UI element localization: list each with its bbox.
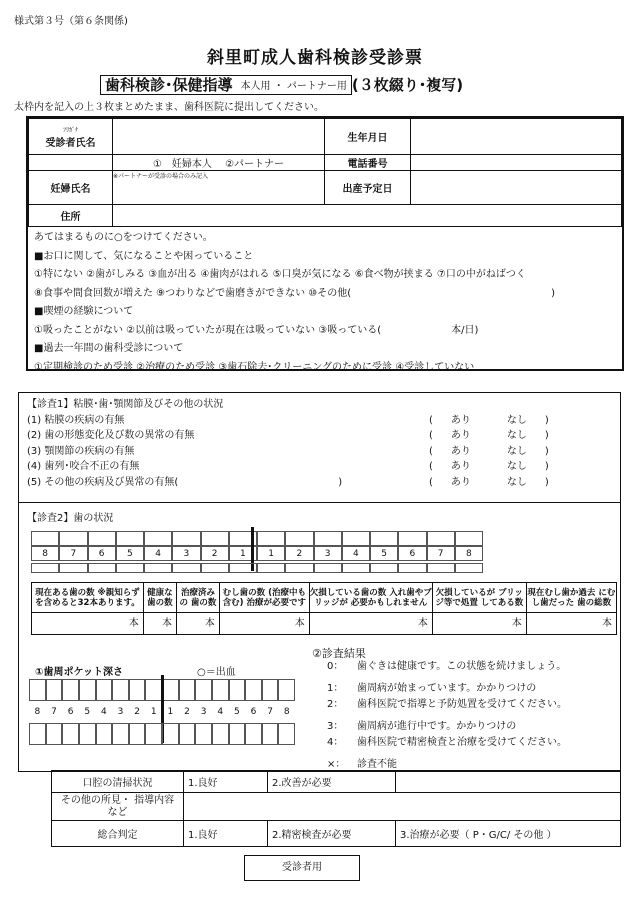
exam1-answer — [429, 459, 549, 475]
tooth-number: 8 — [283, 707, 290, 717]
tooth-number: 1 — [150, 707, 157, 717]
tooth-number: 3 — [117, 707, 124, 717]
tooth-number: 2 — [184, 707, 190, 717]
pregnant-name-field[interactable] — [113, 171, 325, 205]
exam1-close-paren: ) — [544, 445, 549, 457]
pocket-cell[interactable] — [62, 679, 79, 701]
count-header: 欠損している歯の数 入れ歯やブリッジが 必要かもしれません — [309, 583, 432, 613]
tooth-cell[interactable] — [172, 531, 200, 546]
address-label: 住所 — [29, 205, 113, 227]
pocket-cell[interactable] — [46, 679, 63, 701]
exam1-no[interactable]: なし — [506, 461, 527, 472]
exam1-row — [27, 444, 612, 460]
tooth-number: 5 — [127, 549, 133, 559]
q1-options-1[interactable]: ①特にない ②歯がしみる ③血が出る ④歯肉がはれる ⑤口臭が気になる ⑥食べ物が挟まる ⑦口の中がねばつく — [34, 269, 526, 280]
pocket-cell[interactable] — [96, 679, 113, 701]
tooth-cell[interactable] — [314, 531, 342, 546]
furigana-label: ﾌﾘｶﾞﾅ — [62, 126, 78, 134]
pocket-cell[interactable] — [262, 723, 279, 745]
q3-options[interactable]: ①定期検診のため受診 ②治療のため受診 ③歯石除去･クリーニングのために受診 ④受診していない — [34, 361, 475, 373]
phone-field[interactable] — [411, 155, 622, 171]
result-text: 歯ぐきは健康です。この状態を続けましょう。 — [357, 661, 567, 672]
exam1-no[interactable]: なし — [506, 445, 527, 457]
tooth-cell[interactable] — [59, 531, 87, 546]
q1-options-2[interactable]: ⑧食事や間食回数が増えた ⑨つわりなどで歯磨きができない ⑩その他( ) — [34, 287, 556, 299]
exam1-open-paren: ( — [429, 461, 433, 472]
count-header: むし歯の数 (治療中も含む) 治療が必要です — [219, 583, 309, 613]
tooth-number: 6 — [250, 707, 257, 717]
other-findings-field[interactable] — [184, 793, 621, 821]
tooth-number: 6 — [98, 549, 105, 559]
tooth-cell[interactable] — [172, 563, 200, 573]
subtitle — [100, 74, 463, 95]
tooth-cell[interactable] — [257, 531, 285, 546]
pocket-cell[interactable] — [96, 723, 113, 745]
other-findings-label: その他の所見・ 指導内容など — [52, 793, 184, 821]
pocket-numbers — [29, 707, 295, 717]
pocket-cell[interactable] — [29, 723, 46, 745]
pocket-cell[interactable] — [112, 679, 129, 701]
pocket-cell[interactable] — [229, 723, 246, 745]
bleeding-legend: ○＝出血 — [197, 667, 236, 678]
pocket-cell[interactable] — [62, 723, 79, 745]
tooth-cell[interactable] — [455, 563, 483, 573]
exam1-item: (5) その他の疾病及び異常の有無( ) — [27, 476, 343, 488]
result-code[interactable]: 0： — [327, 661, 344, 672]
address-field[interactable] — [113, 205, 622, 227]
count-header: 健康な歯の数 — [143, 583, 176, 613]
pocket-cell[interactable] — [195, 679, 212, 701]
pocket-cell[interactable] — [129, 679, 146, 701]
tooth-cell[interactable] — [201, 563, 229, 573]
exam2-title: 【診査2】歯の状況 — [27, 513, 114, 524]
birthdate-label: 生年月日 — [325, 119, 411, 155]
partner-note: ※パートナーが受診の場合のみ記入 — [113, 173, 209, 180]
pocket-cell[interactable] — [245, 679, 262, 701]
exam1-item: (1) 粘膜の疾病の有無 — [27, 414, 125, 426]
tooth-chart-lower — [31, 563, 483, 573]
cleaning-label: 口腔の清掃状況 — [52, 771, 184, 793]
personal-info-table — [28, 118, 622, 227]
q2-heading: ■喫煙の経験について — [34, 306, 134, 317]
cleaning-spacer — [396, 771, 621, 793]
result-code[interactable]: 2： — [327, 699, 344, 710]
q3-heading: ■過去一年間の歯科受診について — [34, 343, 184, 354]
due-date-field[interactable] — [411, 171, 622, 205]
tooth-cell[interactable] — [201, 531, 229, 546]
tooth-cell[interactable] — [342, 563, 370, 573]
exam1-no[interactable]: なし — [506, 430, 527, 441]
tooth-cell[interactable] — [31, 531, 59, 546]
exam1-answer — [429, 413, 549, 429]
tooth-number: 3 — [324, 549, 331, 559]
exam1-answer — [429, 444, 549, 460]
tooth-number: 2 — [134, 707, 140, 717]
instruction: 太枠内を記入の上３枚まとめたまま、歯科医院に提出してください。 — [14, 102, 324, 113]
judge-label: 総合判定 — [52, 821, 184, 847]
pocket-cell[interactable] — [278, 679, 295, 701]
pocket-cell[interactable] — [79, 723, 96, 745]
results-list — [327, 659, 617, 773]
choice-spacer — [29, 155, 113, 171]
pocket-cell[interactable] — [162, 723, 179, 745]
exam1-title: 【診査1】粘膜･歯･顎関節及びその他の状況 — [27, 399, 224, 410]
questionnaire-intro: あてはまるものに○をつけてください。 — [34, 232, 213, 243]
count-field[interactable]: 本 — [219, 613, 309, 635]
examinee-name-field[interactable] — [113, 119, 325, 155]
tooth-number: 7 — [437, 549, 444, 559]
exam1-yes[interactable]: あり — [450, 445, 471, 457]
exam1-row — [27, 475, 612, 491]
examinee-name-label — [29, 119, 113, 155]
exam1-yes[interactable]: あり — [450, 476, 471, 488]
judge-option-1[interactable]: 1.良好 — [184, 821, 268, 847]
result-text: 歯科医院で精密検査と治療を受けてください。 — [357, 737, 567, 748]
questionnaire — [28, 227, 622, 379]
q2-options[interactable]: ①吸ったことがない ②以前は吸っていたが現在は吸っていない ③吸っている( 本/日) — [34, 324, 479, 336]
count-header: 欠損しているが ブリッジ等で処置 してある数 — [432, 583, 526, 613]
subtitle-copies: (３枚綴り･複写) — [351, 76, 464, 94]
count-header: 現在ある歯の数 ※親知らずを含めると32本あります。 — [32, 583, 144, 613]
personal-info-section — [26, 116, 624, 371]
tooth-cell[interactable] — [314, 563, 342, 573]
exam1-no[interactable]: なし — [506, 414, 527, 426]
tooth-number: 7 — [70, 549, 77, 559]
tooth-cell[interactable] — [116, 563, 144, 573]
result-item — [327, 735, 617, 751]
due-date-label: 出産予定日 — [325, 171, 411, 205]
pocket-cell[interactable] — [162, 679, 179, 701]
pocket-cell[interactable] — [79, 679, 96, 701]
count-field[interactable]: 本 — [309, 613, 432, 635]
result-code[interactable]: 1： — [327, 683, 344, 694]
exam1-row — [27, 428, 612, 444]
tooth-number: 1 — [167, 707, 174, 717]
exam1-item: (3) 顎関節の疾病の有無 — [27, 445, 135, 457]
tooth-number: 8 — [42, 549, 48, 559]
result-item — [327, 697, 617, 713]
exam1-open-paren: ( — [429, 476, 433, 488]
pocket-cell[interactable] — [212, 679, 229, 701]
tooth-number: 6 — [67, 707, 74, 717]
tooth-cell[interactable] — [144, 563, 172, 573]
tooth-counts-table — [31, 582, 617, 635]
result-text: 診査不能 — [357, 759, 397, 770]
exam1-close-paren: ) — [544, 414, 549, 426]
tooth-number: 7 — [267, 707, 273, 717]
exam1-row — [27, 413, 612, 429]
pocket-cell[interactable] — [195, 723, 212, 745]
pocket-cell[interactable] — [245, 723, 262, 745]
tooth-numbers-upper — [31, 549, 483, 559]
judge-option-3[interactable]: 3.治療が必要（ P・G/C/ その他 ） — [396, 821, 621, 847]
pocket-cell[interactable] — [278, 723, 295, 745]
result-text: 歯科医院で指導と予防処置を受けてください。 — [357, 699, 567, 710]
pocket-chart-lower — [29, 723, 295, 745]
exam1-open-paren: ( — [429, 445, 433, 457]
tooth-number: 4 — [217, 707, 224, 717]
tooth-number: 6 — [409, 549, 416, 559]
exam2-section — [18, 502, 621, 772]
results-title: ②診査結果 — [312, 647, 366, 660]
exam1-close-paren: ) — [544, 476, 549, 488]
tooth-cell[interactable] — [59, 563, 87, 573]
exam1-answer — [429, 475, 549, 491]
exam1-item: (2) 歯の形態変化及び数の異常の有無 — [27, 430, 195, 441]
count-field[interactable]: 本 — [32, 613, 144, 635]
result-code[interactable]: ×： — [327, 759, 346, 770]
pocket-cell[interactable] — [112, 723, 129, 745]
tooth-number: 5 — [233, 707, 240, 717]
q1-heading: ■お口に関して、気になることや困っていること — [34, 250, 254, 262]
tooth-cell[interactable] — [398, 531, 426, 546]
tooth-cell[interactable] — [342, 531, 370, 546]
result-text: 歯周病が進行中です。かかりつけの — [357, 721, 517, 732]
tooth-number: 2 — [296, 549, 303, 559]
pocket-cell[interactable] — [129, 723, 146, 745]
tooth-number: 5 — [84, 707, 91, 717]
pocket-cell[interactable] — [145, 723, 162, 745]
copy-label-box: 受診者用 — [244, 855, 360, 881]
tooth-cell[interactable] — [455, 531, 483, 546]
count-field[interactable]: 本 — [432, 613, 526, 635]
pocket-cell[interactable] — [46, 723, 63, 745]
count-header: 治療済みの 歯の数 — [177, 583, 220, 613]
tooth-number: 4 — [100, 707, 107, 717]
exam1-answer — [429, 428, 549, 444]
exam1-close-paren: ) — [544, 461, 549, 472]
pocket-cell[interactable] — [179, 679, 196, 701]
judge-option-2[interactable]: 2.精密検査が必要 — [268, 821, 396, 847]
tooth-number: 4 — [353, 549, 359, 559]
tooth-number: 3 — [183, 549, 190, 559]
result-item — [327, 681, 617, 697]
pocket-cell[interactable] — [29, 679, 46, 701]
subtitle-who: 本人用 ・ パートナー用 — [240, 81, 347, 92]
tooth-cell[interactable] — [427, 531, 455, 546]
tooth-number: 2 — [211, 549, 218, 559]
pocket-cell[interactable] — [229, 679, 246, 701]
examinee-name-text: 受診者氏名 — [45, 137, 96, 149]
tooth-cell[interactable] — [370, 563, 398, 573]
tooth-cell[interactable] — [370, 531, 398, 546]
pocket-cell[interactable] — [145, 679, 162, 701]
result-text: 歯周病が始まっています。かかりつけの — [357, 683, 537, 694]
pregnant-name-label: 妊婦氏名 — [29, 171, 113, 205]
exam1-yes[interactable]: あり — [450, 461, 471, 472]
pocket-cell[interactable] — [262, 679, 279, 701]
summary-table — [51, 770, 621, 847]
exam1-close-paren: ) — [544, 430, 549, 441]
tooth-number: 1 — [268, 549, 274, 559]
exam1-item: (4) 歯列･咬合不正の有無 — [27, 461, 140, 472]
subtitle-box — [100, 75, 352, 95]
pocket-cell[interactable] — [212, 723, 229, 745]
count-header: 現在むし歯か過去 にむし歯だった 歯の総数 — [526, 583, 616, 613]
tooth-cell[interactable] — [257, 563, 285, 573]
tooth-number: 7 — [51, 707, 57, 717]
tooth-number: 3 — [200, 707, 207, 717]
tooth-cell[interactable] — [285, 531, 313, 546]
tooth-number: 1 — [240, 549, 246, 559]
count-field[interactable]: 本 — [177, 613, 220, 635]
count-field[interactable]: 本 — [143, 613, 176, 635]
result-code[interactable]: 3： — [327, 721, 344, 732]
tooth-number: 8 — [466, 549, 472, 559]
tooth-cell[interactable] — [229, 563, 257, 573]
tooth-cell[interactable] — [427, 563, 455, 573]
examinee-choice[interactable]: ① 妊婦本人 ②パートナー — [113, 155, 325, 171]
result-item — [327, 719, 617, 735]
tooth-number: 8 — [34, 707, 41, 717]
pocket-cell[interactable] — [179, 723, 196, 745]
result-item — [327, 659, 617, 675]
cleaning-option-2[interactable]: 2.改善が必要 — [268, 771, 396, 793]
exam1-open-paren: ( — [429, 414, 433, 426]
tooth-cell[interactable] — [116, 531, 144, 546]
tooth-cell[interactable] — [398, 563, 426, 573]
subtitle-main: 歯科検診･保健指導 — [105, 76, 233, 94]
form-number: 様式第３号（第６条関係) — [14, 16, 128, 27]
exam1-row — [27, 459, 612, 475]
count-field[interactable]: 本 — [526, 613, 616, 635]
exam1-section — [18, 392, 621, 503]
phone-label: 電話番号 — [325, 155, 411, 171]
pocket-title: ①歯周ポケット深さ — [35, 667, 123, 678]
birthdate-field[interactable] — [411, 119, 622, 155]
exam1-no[interactable]: なし — [506, 476, 527, 488]
tooth-number: 5 — [381, 549, 387, 559]
exam1-yes[interactable]: あり — [450, 414, 471, 426]
page-title: 斜里町成人歯科検診受診票 — [207, 48, 423, 68]
tooth-cell[interactable] — [88, 563, 116, 573]
cleaning-option-1[interactable]: 1.良好 — [184, 771, 268, 793]
tooth-cell[interactable] — [285, 563, 313, 573]
result-code[interactable]: 4： — [327, 737, 344, 748]
tooth-cell[interactable] — [31, 563, 59, 573]
exam1-yes[interactable]: あり — [450, 430, 471, 441]
tooth-cell[interactable] — [144, 531, 172, 546]
exam1-open-paren: ( — [429, 430, 433, 441]
tooth-number: 4 — [155, 549, 161, 559]
tooth-cell[interactable] — [88, 531, 116, 546]
